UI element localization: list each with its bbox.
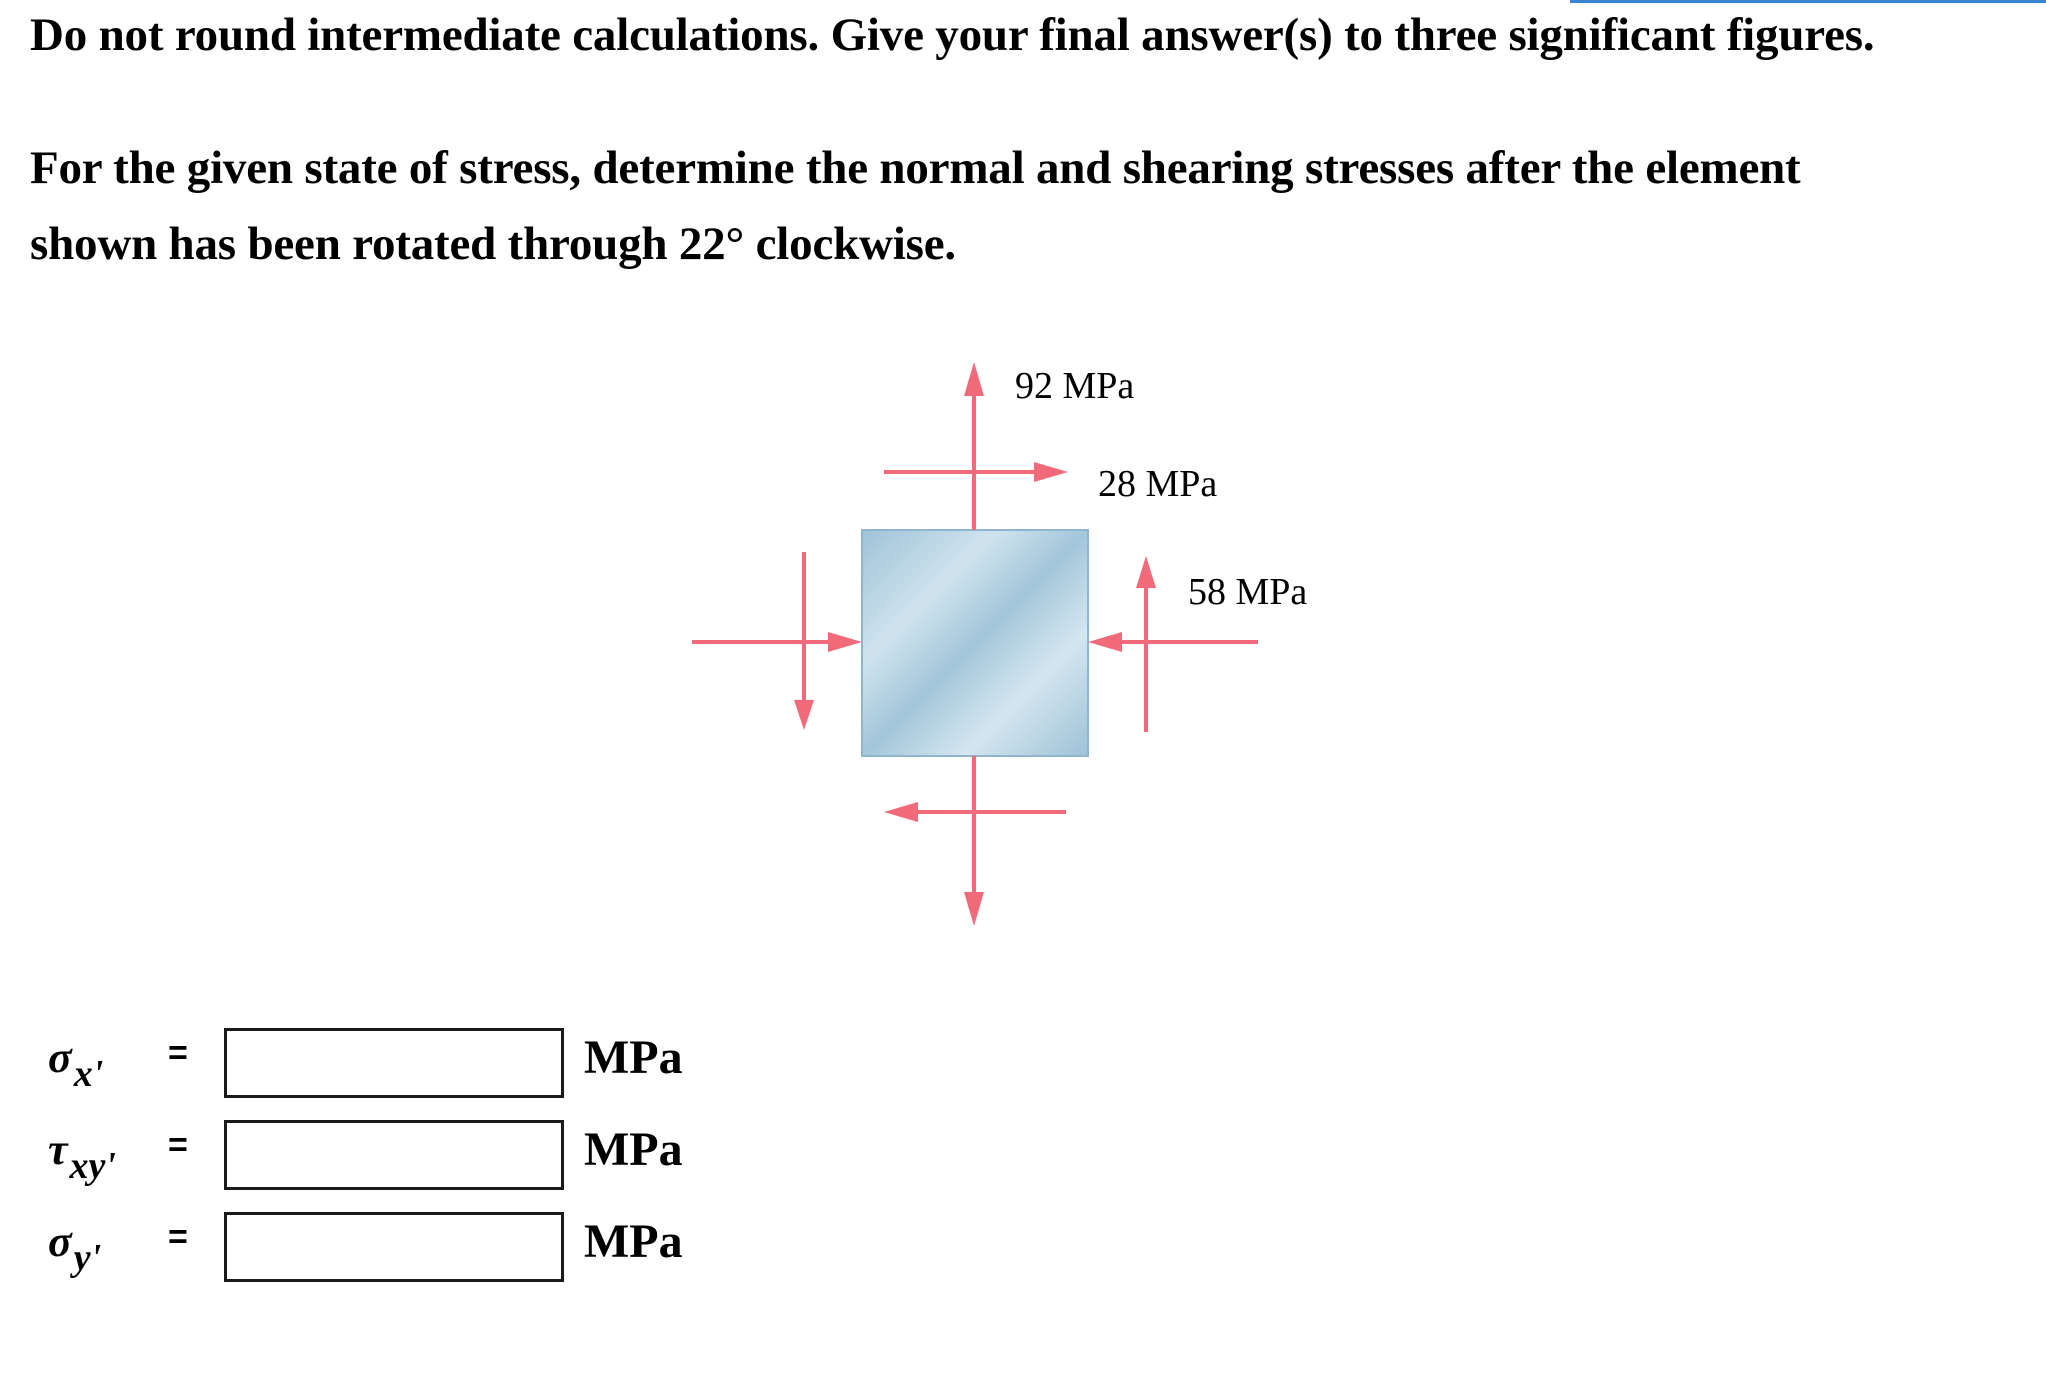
tau-xy-input[interactable]	[224, 1120, 564, 1190]
arrowhead-bottom-shear-left	[884, 802, 918, 822]
stress-element	[862, 530, 1088, 756]
sigma-y-symbol: σy'	[48, 1217, 102, 1279]
equals-sign: =	[168, 1126, 188, 1164]
answer-row-sigma-y	[48, 1212, 748, 1288]
arrowhead-right-shear-up	[1136, 556, 1156, 588]
arrowhead-bottom-down	[964, 892, 984, 926]
sigma-y-unit: MPa	[584, 1215, 683, 1268]
sigma-x-symbol: σx'	[48, 1033, 104, 1095]
arrowhead-right-normal-left	[1088, 632, 1122, 652]
problem-line-1: For the given state of stress, determine the normal and shearing stresses after the element	[30, 142, 1801, 194]
answer-row-tau-xy	[48, 1120, 748, 1196]
label-shear-stress: 28 MPa	[1098, 463, 1218, 505]
equals-sign: =	[168, 1218, 188, 1256]
arrowhead-top-up	[964, 362, 984, 396]
arrowhead-left-normal-right	[828, 632, 862, 652]
sigma-x-input[interactable]	[224, 1028, 564, 1098]
sigma-y-input[interactable]	[224, 1212, 564, 1282]
sigma-x-unit: MPa	[584, 1031, 683, 1084]
equals-sign: =	[168, 1034, 188, 1072]
answer-row-sigma-x	[48, 1028, 748, 1104]
label-right-stress: 58 MPa	[1188, 571, 1308, 613]
arrowhead-top-shear-right	[1034, 462, 1068, 482]
label-top-stress: 92 MPa	[1015, 365, 1135, 407]
instruction-text: Do not round intermediate calculations. Give your final answer(s) to three significant figures.	[30, 9, 1875, 61]
problem-line-2: shown has been rotated through 22° clockwise.	[30, 218, 956, 270]
arrowhead-left-shear-down	[794, 700, 814, 730]
tau-xy-unit: MPa	[584, 1123, 683, 1176]
tau-xy-symbol: τxy'	[48, 1125, 116, 1187]
